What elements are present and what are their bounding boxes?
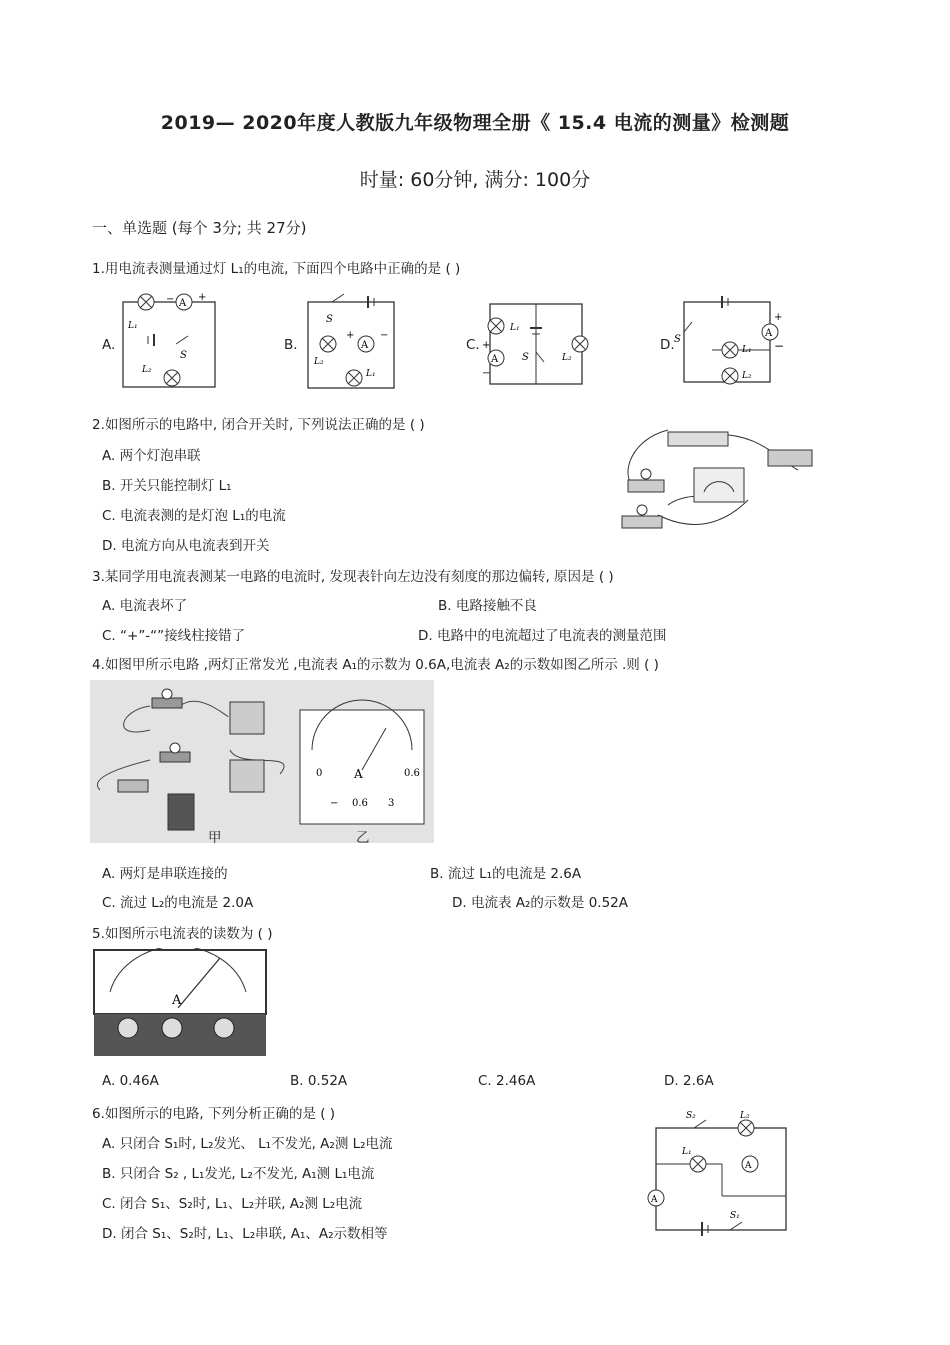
svg-text:−: − [330,798,339,809]
svg-text:A: A [491,354,499,365]
q1-label-d: D. [660,337,675,353]
svg-text:L₂: L₂ [142,365,152,375]
question-1: 1.用电流表测量通过灯 L₁的电流, 下面四个电路中正确的是 ( ) [92,261,461,277]
svg-text:+: + [346,330,355,341]
q1-label-a: A. [102,337,116,353]
question-3: 3.某同学用电流表测某一电路的电流时, 发现表针向左边没有刻度的那边偏转, 原因是 ( ) [92,569,614,585]
svg-text:+: + [774,312,783,323]
q4-option-b: B. 流过 L₁的电流是 2.6A [430,866,582,882]
svg-text:L₂: L₂ [742,371,752,381]
svg-text:+: + [198,292,207,303]
page-title: 2019— 2020年度人教版九年级物理全册《 15.4 电流的测量》检测题 [160,112,790,134]
q1-label-b: B. [284,337,298,353]
page-subtitle: 时量: 60分钟, 满分: 100分 [359,169,591,191]
circuit-d-figure [672,294,794,390]
q3-option-b: B. 电路接触不良 [438,598,537,614]
q3-option-d: D. 电路中的电流超过了电流表的测量范围 [418,628,667,644]
svg-text:0: 0 [316,768,323,779]
svg-text:S: S [674,334,681,345]
svg-text:A: A [354,767,363,781]
svg-text:0.6: 0.6 [404,768,420,779]
q2-option-c: C. 电流表测的是灯泡 L₁的电流 [102,508,286,524]
q1-label-c: C. [466,337,480,353]
circuit-a-figure [118,292,222,394]
svg-text:−: − [774,339,785,353]
q6-circuit-figure [644,1108,796,1238]
question-6: 6.如图所示的电路, 下列分析正确的是 ( ) [92,1106,336,1122]
q4-option-c: C. 流过 L₂的电流是 2.0A [102,895,254,911]
svg-text:L₂: L₂ [562,353,572,363]
q5-option-c: C. 2.46A [478,1073,536,1089]
q3-option-a: A. 电流表坏了 [102,598,188,614]
svg-text:−: − [380,330,389,341]
svg-text:A: A [179,298,187,309]
svg-text:L₁: L₁ [742,345,752,355]
svg-text:3: 3 [388,798,395,809]
svg-text:L₂: L₂ [314,357,324,367]
q3-option-c: C. “+”-“”接线柱接错了 [102,628,246,644]
q4-figure-label-left: 甲 [208,830,222,846]
svg-text:A: A [651,1195,658,1205]
svg-text:A: A [765,328,773,339]
svg-text:A: A [172,993,182,1008]
q2-circuit-photo [608,420,824,538]
q4-figure [90,680,434,843]
q4-option-d: D. 电流表 A₂的示数是 0.52A [452,895,629,911]
q5-option-b: B. 0.52A [290,1073,348,1089]
svg-text:L₁: L₁ [128,321,138,331]
circuit-c-figure [476,296,600,394]
q2-option-b: B. 开关只能控制灯 L₁ [102,478,232,494]
question-5: 5.如图所示电流表的读数为 ( ) [92,926,273,942]
q2-option-a: A. 两个灯泡串联 [102,448,201,464]
q4-figure-label-right: 乙 [356,830,370,846]
svg-text:−: − [166,294,175,305]
svg-text:S: S [180,350,187,361]
question-2: 2.如图所示的电路中, 闭合开关时, 下列说法正确的是 ( ) [92,417,425,433]
q5-ammeter-figure [90,948,272,1058]
svg-text:A: A [745,1161,752,1171]
svg-text:0.6: 0.6 [352,798,368,809]
q6-option-c: C. 闭合 S₁、S₂时, L₁、L₂并联, A₂测 L₂电流 [102,1196,363,1212]
svg-text:L₁: L₁ [510,323,520,333]
q4-option-a: A. 两灯是串联连接的 [102,866,228,882]
svg-text:S: S [522,352,529,363]
svg-text:L₁: L₁ [366,369,376,379]
circuit-b-figure [296,292,404,394]
svg-text:−: − [482,368,491,379]
svg-text:+: + [482,340,491,351]
question-4: 4.如图甲所示电路 ,两灯正常发光 ,电流表 A₁的示数为 0.6A,电流表 A₂的示数如图乙所示 .则 ( ) [92,657,659,673]
svg-text:S₂: S₂ [686,1111,696,1121]
svg-text:S: S [326,314,333,325]
q5-option-d: D. 2.6A [664,1073,714,1089]
q6-option-d: D. 闭合 S₁、S₂时, L₁、L₂串联, A₁、A₂示数相等 [102,1226,388,1242]
svg-text:L₁: L₁ [682,1147,692,1157]
q5-option-a: A. 0.46A [102,1073,159,1089]
section-heading: 一、单选题 (每个 3分; 共 27分) [92,219,307,237]
svg-text:L₂: L₂ [740,1111,750,1121]
q6-option-a: A. 只闭合 S₁时, L₂发光、 L₁不发光, A₂测 L₂电流 [102,1136,393,1152]
q2-option-d: D. 电流方向从电流表到开关 [102,538,270,554]
q6-option-b: B. 只闭合 S₂ , L₁发光, L₂不发光, A₁测 L₁电流 [102,1166,375,1182]
svg-text:A: A [361,340,369,351]
svg-text:S₁: S₁ [730,1211,740,1221]
